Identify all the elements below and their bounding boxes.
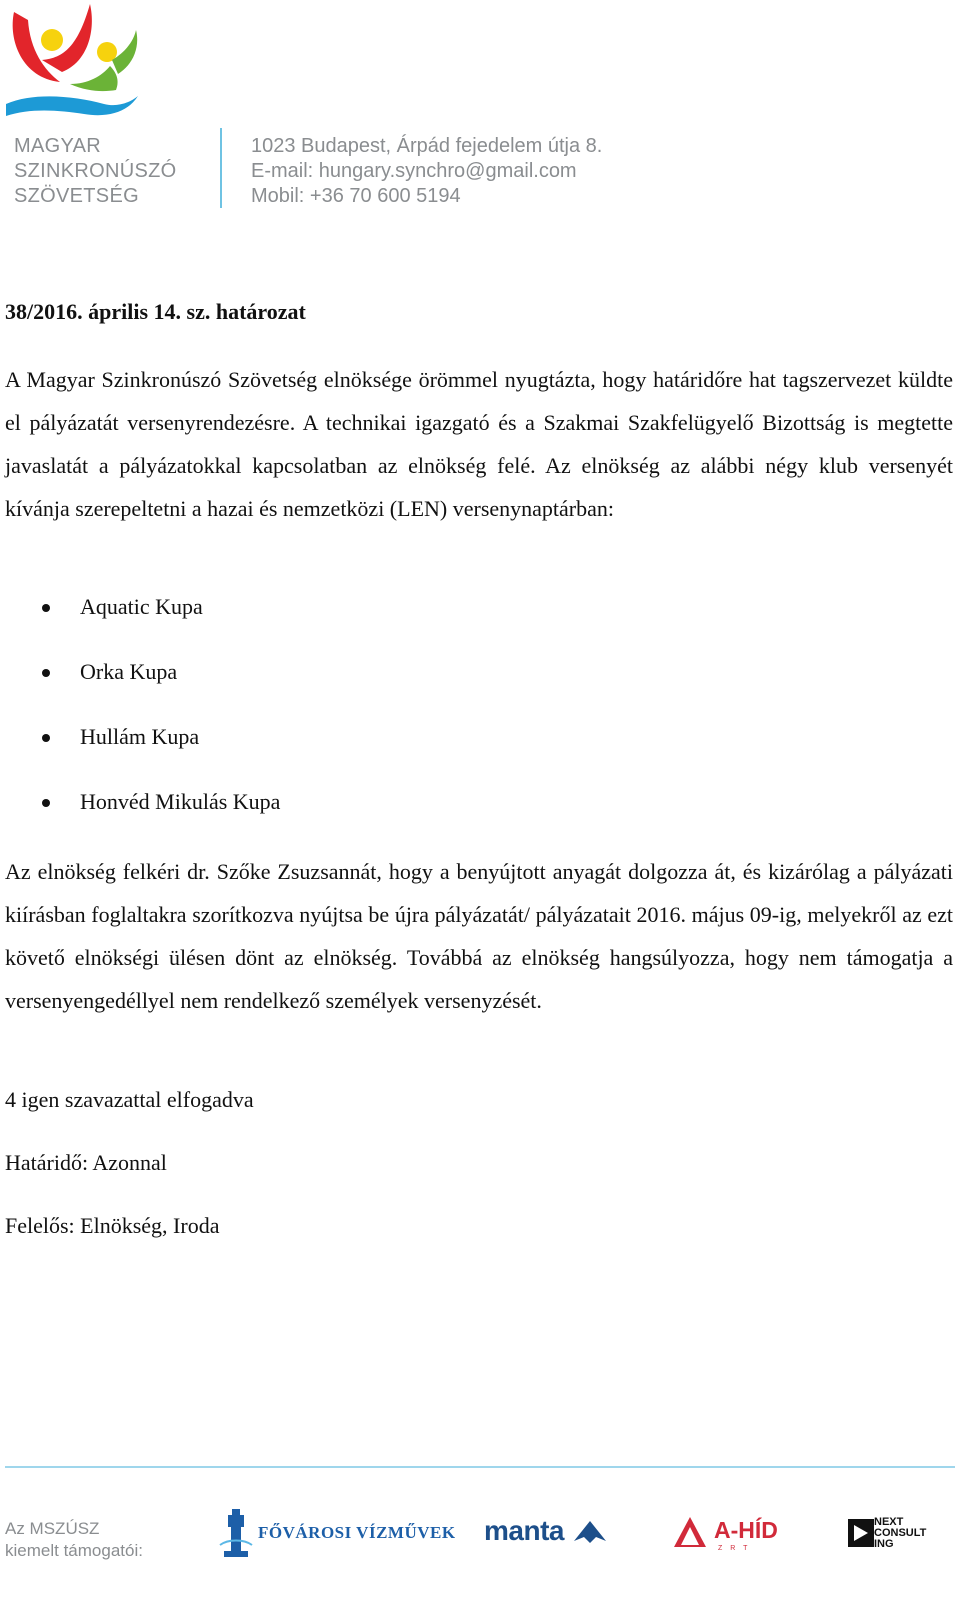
sponsor-manta [484,1505,614,1561]
list-item [0,787,400,852]
sponsor-name: FŐVÁROSI VÍZMŰVEK [258,1523,456,1542]
list-item-label: Honvéd Mikulás Kupa [80,789,281,814]
bullet-icon [42,604,50,612]
sponsor-name-line-1: NEXT [874,1516,904,1528]
sponsor-name-line-2: CONSULT [874,1527,927,1539]
list-item [0,722,400,787]
water-tower-icon [218,1505,254,1559]
responsible-line: Felelős: Elnökség, Iroda [5,1213,220,1238]
org-name-line-2: SZINKRONÚSZÓ [14,160,177,182]
address-line: 1023 Budapest, Árpád fejedelem útja 8. [251,135,603,157]
bullet-icon [42,669,50,677]
sponsor-next-consulting [848,1505,948,1561]
sponsor-fovarosi-vizmuvek [218,1505,456,1561]
bullet-icon [42,799,50,807]
org-name-line-1: MAGYAR [14,135,101,157]
sponsor-name: A-HÍD [714,1517,778,1543]
list-item-label: Hullám Kupa [80,724,200,749]
list-item-label: Aquatic Kupa [80,594,203,619]
sponsor-name-line-3: ING [874,1538,894,1550]
header-divider [220,128,222,208]
email-line: E-mail: hungary.synchro@gmail.com [251,160,577,182]
sponsor-a-hid [672,1505,802,1561]
sponsor-label [5,1518,143,1562]
list-item [0,592,400,657]
next-consulting-icon [848,1519,874,1547]
resolution-title: 38/2016. április 14. sz. határozat [5,299,306,324]
club-list [0,592,400,852]
swimmers-logo-icon [4,0,144,125]
bullet-icon [42,734,50,742]
paragraph-intro-text: A Magyar Szinkronúszó Szövetség elnöksége örömmel nyugtázta, hogy határidőre hat tagszervezet küldte el pályázatát versenyrendezésre. A technikai igazgató és a Szakmai Szakfelügyelő Bizottság is megtette javaslatát a pályázatokkal kapcsolatban az elnökség felé. Az elnökség az alábbi négy klub versenyét kívánja szerepeltetni a hazai és nemzetközi (LEN) versenynaptárban: [5,367,953,521]
footer-divider [5,1466,955,1468]
sponsor-subtitle: Z R T [718,1545,751,1552]
manta-ray-icon [572,1519,608,1545]
a-hid-triangle-icon [672,1515,708,1549]
paragraph-request-text: Az elnökség felkéri dr. Szőke Zsuzsannát, hogy a benyújtott anyagát dolgozza át, és kizárólag a pályázati kiírásban foglaltakra szorítkozva nyújtsa be újra pályázatát/ pályázatait 2016. május 09-ig, melyekről az ezt követő elnökségi ülésen dönt az elnökség. Továbbá az elnökség hangsúlyozza, hogy nem támogatja a versenyengedéllyel nem rendelkező személyek versenyzését. [5,859,953,1013]
mobile-line: Mobil: +36 70 600 5194 [251,185,461,207]
list-item [0,657,400,722]
paragraph-intro [5,358,953,530]
sponsor-label-line-1: Az MSZÚSZ [5,1519,100,1538]
sponsor-label-line-2: kiemelt támogatói: [5,1541,143,1560]
deadline-line: Határidő: Azonnal [5,1150,167,1175]
org-name-line-3: SZÖVETSÉG [14,185,139,207]
paragraph-request [5,850,953,1022]
sponsor-name: manta [484,1515,564,1546]
list-item-label: Orka Kupa [80,659,178,684]
vote-result: 4 igen szavazattal elfogadva [5,1087,254,1112]
sponsor-name [874,1517,926,1550]
contact-block [251,134,602,209]
organization-name [14,134,177,209]
